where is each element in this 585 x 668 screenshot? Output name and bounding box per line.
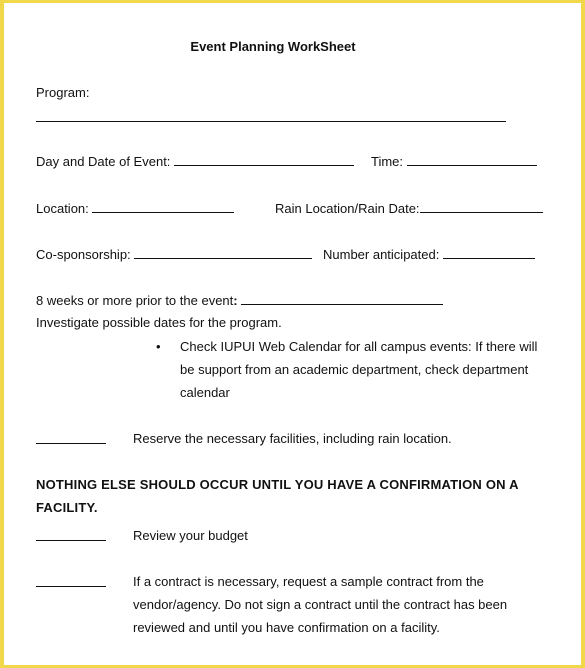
contract-line-2: vendor/agency. Do not sign a contract until the contract has been <box>133 597 508 612</box>
time-row <box>371 153 537 169</box>
day-date-label: Day and Date of Event: <box>36 154 171 169</box>
investigate-text: Investigate possible dates for the program. <box>36 315 282 330</box>
day-date-field[interactable] <box>174 153 354 166</box>
budget-task: Review your budget <box>133 528 248 543</box>
contract-line-3: reviewed and until you have confirmation on a facility. <box>133 620 440 635</box>
program-label: Program: <box>36 85 90 100</box>
prior-row <box>36 292 443 308</box>
bullet-icon: • <box>156 339 161 354</box>
location-field[interactable] <box>92 200 234 213</box>
day-date-row <box>36 153 354 169</box>
prior-field[interactable] <box>241 292 443 305</box>
rain-location-field[interactable] <box>420 200 543 213</box>
contract-blank[interactable] <box>36 574 106 590</box>
time-label: Time: <box>371 154 404 169</box>
budget-blank[interactable] <box>36 528 106 544</box>
program-line[interactable] <box>36 109 506 125</box>
reserve-task: Reserve the necessary facilities, including rain location. <box>133 431 452 446</box>
location-row <box>36 200 234 216</box>
number-anticipated-field[interactable] <box>443 246 535 259</box>
number-anticipated-row <box>323 246 535 262</box>
worksheet-page <box>4 3 581 665</box>
rain-location-row <box>275 200 543 216</box>
cosponsorship-row <box>36 246 312 262</box>
bullet-line-2: be support from an academic department, check department <box>180 362 529 377</box>
bullet-line-3: calendar <box>180 385 230 400</box>
number-anticipated-label: Number anticipated: <box>323 247 440 262</box>
page-title: Event Planning WorkSheet <box>190 39 356 54</box>
location-label: Location: <box>36 201 89 216</box>
contract-line-1: If a contract is necessary, request a sample contract from the <box>133 574 484 589</box>
rain-location-label: Rain Location/Rain Date: <box>275 201 420 216</box>
warning-line-1: NOTHING ELSE SHOULD OCCUR UNTIL YOU HAVE A CONFIRMATION ON A <box>36 477 519 492</box>
prior-colon: : <box>233 293 238 308</box>
cosponsorship-label: Co-sponsorship: <box>36 247 131 262</box>
cosponsorship-field[interactable] <box>134 246 312 259</box>
prior-label: 8 weeks or more prior to the event <box>36 293 234 308</box>
warning-line-2: FACILITY. <box>36 500 98 515</box>
bullet-line-1: Check IUPUI Web Calendar for all campus events: If there will <box>180 339 538 354</box>
reserve-blank[interactable] <box>36 431 106 447</box>
time-field[interactable] <box>407 153 537 166</box>
